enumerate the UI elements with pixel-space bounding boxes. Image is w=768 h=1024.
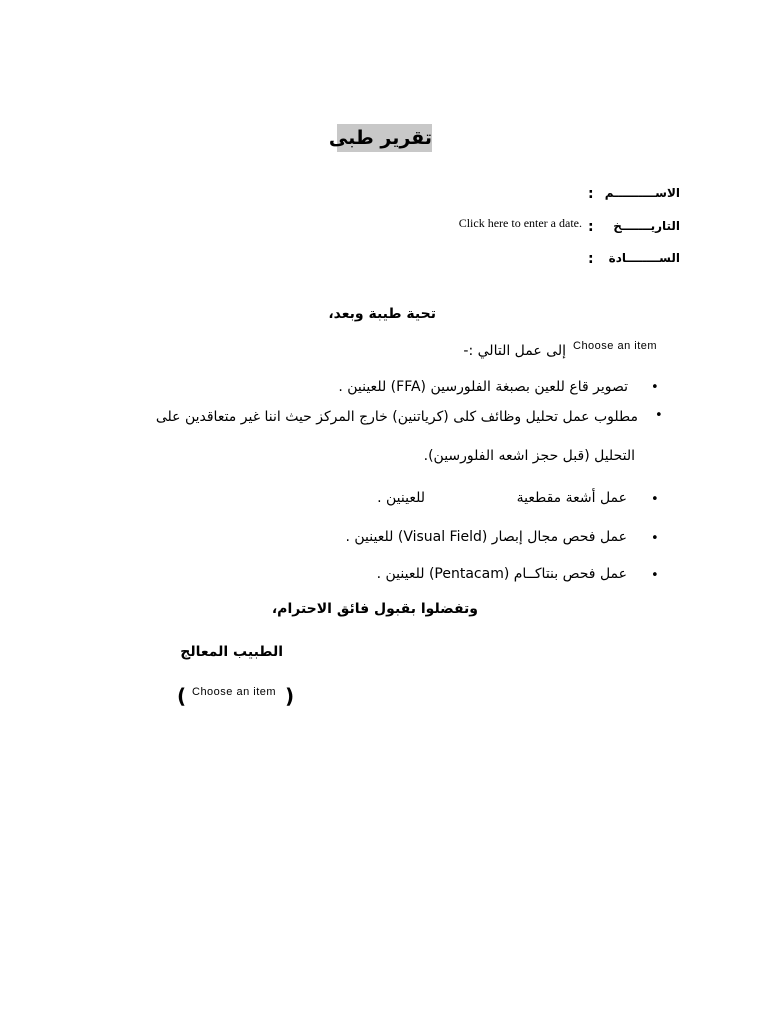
bullet-kidney-line1: مطلوب عمل تحليل وظائف كلى (كرياتنين) خارج المركز حيث اننا غير متعاقدين على	[155, 409, 638, 425]
field-colon-name: :	[588, 186, 594, 202]
bullet-oct-main: عمل أشعة مقطعية	[516, 490, 627, 506]
choose-item-dropdown-2[interactable]: Choose an item	[192, 686, 277, 698]
doctor-paren-close: )	[285, 684, 295, 708]
choose-item-dropdown-1[interactable]: Choose an item	[573, 340, 658, 352]
field-colon-date: :	[588, 219, 594, 235]
bullet-visual-field: عمل فحص مجال إبصار (Visual Field) للعينين .	[345, 529, 627, 545]
request-line: إلى عمل التالي :-	[463, 343, 566, 359]
field-label-recipients: الســــــــادة	[608, 251, 680, 265]
bullet-oct-suffix: للعينين .	[377, 490, 425, 506]
greeting: تحية طيبة وبعد،	[328, 306, 436, 322]
bullet-ffa: تصوير قاع للعين بصبغة الفلورسين (FFA) للعينين .	[338, 379, 628, 395]
doctor-label: الطبيب المعالج	[180, 644, 283, 660]
doctor-paren-open: (	[177, 684, 187, 708]
field-colon-recipients: :	[588, 251, 594, 267]
bullet-icon: •	[655, 408, 663, 423]
date-picker-field[interactable]: Click here to enter a date.	[458, 216, 582, 230]
bullet-kidney-line2: التحليل (قبل حجز اشعه الفلورسين).	[423, 448, 635, 464]
bullet-icon: •	[651, 531, 659, 546]
field-label-name: الاســــــــــم	[604, 186, 680, 200]
report-title: تقرير طبى	[337, 124, 432, 152]
bullet-icon: •	[651, 492, 659, 507]
field-label-date: التاريـــــــخ	[613, 219, 680, 233]
bullet-icon: •	[651, 380, 659, 395]
bullet-pentacam: عمل فحص بنتاكــام (Pentacam) للعينين .	[376, 566, 627, 582]
bullet-icon: •	[651, 568, 659, 583]
closing: وتفضلوا بقبول فائق الاحترام،	[271, 601, 478, 617]
